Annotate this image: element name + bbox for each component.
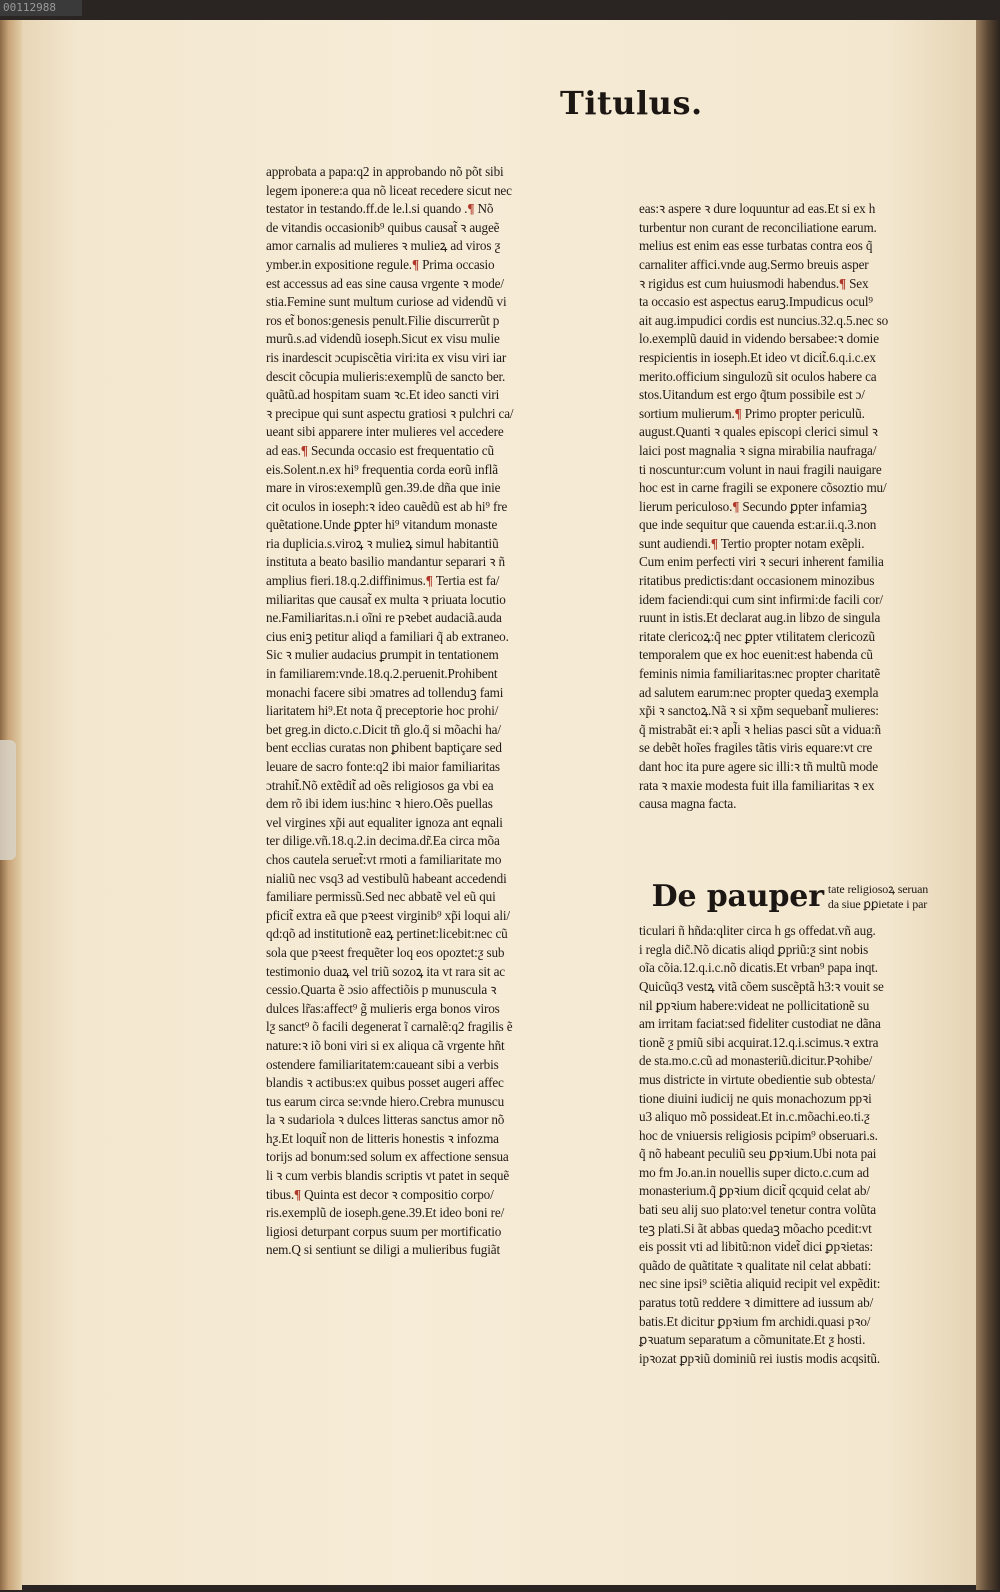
text-line: bati seu alij suo plato:vel tenetur contra volũta bbox=[639, 1202, 876, 1218]
text-line: sunt audiendi.¶ Tertio propter notam exẽpli. bbox=[639, 535, 865, 551]
text-line: monachi facere sibi ɔmatres ad tollenduꝫ fami bbox=[266, 684, 504, 700]
paragraph-mark: ¶ bbox=[294, 1186, 302, 1202]
text-line: bent ecclias curatas non ꝑhibent baptiçare sed bbox=[266, 740, 502, 756]
text-line: feminis nimia familiaritas:nec propter charitatẽ bbox=[639, 666, 881, 682]
text-line: tus earum circa se:vnde hiero.Crebra munuscu bbox=[266, 1093, 505, 1109]
text-line: ostendere familiaritatem:caueant sibi a verbis bbox=[266, 1056, 499, 1072]
text-line: ria duplicia.s.viroꝝ ꝛ mulieꝝ simul habitantiũ bbox=[266, 535, 499, 551]
text-line: amor carnalis ad mulieres ꝛ mulieꝝ ad viros ƺ bbox=[266, 238, 501, 254]
text-line: hƺ.Et loquit̃ non de litteris honestis ꝛ infozma bbox=[266, 1130, 499, 1146]
paragraph-mark: ¶ bbox=[425, 573, 433, 589]
section-heading-large: De pauper bbox=[651, 878, 824, 914]
text-line: causa magna facta. bbox=[639, 796, 737, 812]
text-line: ad eas.¶ Secunda occasio est frequentatio cũ bbox=[266, 442, 494, 458]
text-line: oĩa cõia.12.q.i.c.nõ dicatis.Et vrban⁹ papa inqt. bbox=[639, 960, 878, 976]
text-line: eis possit vti ad libitũ:non videt̃ dici ꝑpꝛietas: bbox=[639, 1239, 874, 1255]
text-line: august.Quanti ꝛ quales episcopi clerici simul ꝛ bbox=[639, 424, 878, 440]
text-line: ad salutem earum:nec propter quedaꝫ exempla bbox=[639, 684, 879, 700]
text-line: stos.Uitandum est ergo q̃tum possibile est ɔ/ bbox=[639, 387, 865, 403]
text-line: ruunt in istis.Et declarat aug.in libzo de singula bbox=[639, 610, 881, 626]
text-line: torijs ad bonum:sed solum ex affectione sensua bbox=[266, 1149, 509, 1165]
text-line: approbata a papa:q2 in approbando nõ põt sibi bbox=[266, 164, 504, 179]
text-line: melius est enim eas esse turbatas contra eos q̃ bbox=[639, 238, 873, 254]
text-line: lo.exemplũ dauid in videndo bersabee:ꝛ domie bbox=[639, 331, 879, 347]
text-line: se debẽt hoĩes fragiles tãtis viris equare:vt cre bbox=[639, 740, 873, 756]
text-line: monasterium.q̃ ꝑpꝛium dicit̃ qcquid celat ab/ bbox=[639, 1183, 870, 1199]
scan-id-label: 00112988 bbox=[0, 0, 82, 16]
text-line: ligiosi deturpant corpus suum per mortificatio bbox=[266, 1223, 502, 1239]
text-line: cit oculos in ioseph:ꝛ ideo cauẽdũ est ab hi⁹ fre bbox=[266, 498, 508, 514]
text-line: mo fm Jo.an.in nouellis super dicto.c.cum ad bbox=[639, 1164, 869, 1180]
text-block-right-bottom bbox=[639, 922, 954, 1368]
text-line: teꝫ plati.Si ãt abbas quedaꝫ mõacho pcedit:vt bbox=[639, 1220, 872, 1236]
text-line: que inde sequitur que cauenda est:ar.ii.q.3.non bbox=[639, 517, 877, 533]
text-line: ꝑꝛuatum separatum a cõmunitate.Et ƺ hosti. bbox=[639, 1332, 866, 1348]
text-line: ros et̃ bonos:genesis penult.Filie discurrerũt p bbox=[266, 312, 500, 328]
text-line: q̃ mistrabãt ei:ꝛ apl̃i ꝛ helias pasci sũt a vidua:ñ bbox=[639, 721, 881, 737]
text-line: miliaritas que causat̃ ex multa ꝛ priuata locutio bbox=[266, 591, 506, 607]
text-line: testator in testando.ff.de le.l.si quando .¶ Nõ bbox=[266, 201, 494, 217]
text-line: hoc de vniuersis religiosis pcipim⁹ obseruari.s. bbox=[639, 1127, 878, 1143]
text-line: merito.officium singulozũ sit oculos habere ca bbox=[639, 368, 877, 384]
text-line: turbentur non curant de reconciliatione earum. bbox=[639, 219, 877, 235]
heading-small-line-2: da siue ꝑꝑietate i par bbox=[827, 896, 928, 911]
text-line: sola que pꝛeest frequẽter loq eos opoztet:ƺ sub bbox=[266, 944, 505, 960]
text-line: familiare permissũ.Sed nec abbatẽ vel eũ qui bbox=[266, 889, 496, 905]
text-line: quẽtatione.Unde ꝑpter hi⁹ vitandum monaste bbox=[266, 517, 498, 533]
text-line: vel virgines xp̃i aut equaliter ignoza ant eqnali bbox=[266, 814, 503, 830]
text-line: cessio.Quarta ẽ ɔsio affectiõis p munuscula ꝛ bbox=[266, 982, 497, 998]
text-line: dem rõ ibi idem ius:hinc ꝛ hiero.Oẽs puellas bbox=[266, 796, 493, 812]
text-line: pficit̃ extra eã que pꝛeest virginib⁹ xp̃i loqui ali/ bbox=[266, 907, 510, 923]
text-line: liaritatem hi⁹.Et nota q̃ preceptorie hoc prohi/ bbox=[266, 703, 499, 719]
text-line: eis.Solent.n.ex hi⁹ frequentia corda eorũ inflã bbox=[266, 461, 498, 477]
text-line: am irritam faciat:sed fideliter custodiat ne dãna bbox=[639, 1016, 881, 1032]
text-line: eas:ꝛ aspere ꝛ dure loquuntur ad eas.Et si ex h bbox=[639, 201, 876, 217]
text-line: cius eniꝫ petitur aliqd a familiari q̃ ab extraneo. bbox=[266, 628, 509, 644]
text-line: sortium mulierum.¶ Primo propter periculũ. bbox=[639, 405, 865, 421]
text-line: Sic ꝛ mulier audacius ꝑrumpit in tentationem bbox=[266, 647, 499, 663]
book-binding-right bbox=[976, 20, 1000, 1590]
text-line: in familiarem:vnde.18.q.2.peruenit.Prohibent bbox=[266, 666, 498, 682]
text-line: rata ꝛ maxie modesta fuit illa familiaritas ꝛ ex bbox=[639, 777, 875, 793]
text-line: leuare de sacro fonte:q2 ibi maior familiaritas bbox=[266, 759, 500, 774]
text-column-right bbox=[639, 163, 954, 1387]
text-line: tibus.¶ Quinta est decor ꝛ compositio corpo/ bbox=[266, 1186, 494, 1202]
text-line: tionẽ ƺ pmiũ sibi acquirat.12.q.i.scimus.ꝛ extra bbox=[639, 1034, 879, 1050]
text-line: ritatibus predictis:dant occasionem minozibus bbox=[639, 573, 875, 589]
text-line: ꝛ precipue qui sunt aspectu gratiosi ꝛ pulchri ca/ bbox=[266, 405, 514, 421]
text-line: batis.Et dicitur ꝑpꝛium fm archidi.quasi pꝛo/ bbox=[639, 1313, 871, 1329]
text-line: legem iponere:a qua nõ liceat recedere sicut nec bbox=[266, 182, 512, 198]
text-line: nem.Q si sentiunt se diligi a mulieribus fugiãt bbox=[266, 1242, 500, 1258]
text-line: ti noscuntur:cum volunt in naui fragili nauigare bbox=[639, 461, 882, 477]
text-line: de sta.mo.c.cũ ad monasteriũ.dicitur.Pꝛohibe/ bbox=[639, 1053, 873, 1069]
text-line: bet greg.in dicto.c.Dicit tñ glo.q̃ si mõachi ha/ bbox=[266, 721, 501, 737]
text-line: ne.Familiaritas.n.i oĩni re pꝛebet audaciã.auda bbox=[266, 610, 502, 626]
text-line: testimonio duaꝝ vel triũ sozoꝝ ita vt rara sit ac bbox=[266, 963, 505, 979]
text-line: mare in viros:exemplũ gen.39.de dña que inie bbox=[266, 480, 501, 496]
text-line: ter dilige.vñ.18.q.2.in decima.dr̃.Ea circa mõa bbox=[266, 833, 500, 849]
paragraph-mark: ¶ bbox=[411, 256, 419, 272]
heading-small-line-1: tate religiosoꝝ seruan bbox=[827, 881, 929, 896]
running-title: Titulus. bbox=[560, 84, 703, 122]
paragraph-mark: ¶ bbox=[838, 275, 846, 291]
text-line: tione diuini iudicij ne quis monachozum ppꝛi bbox=[639, 1090, 872, 1106]
text-line: ritate clericoꝝ:q̃ nec ꝑpter vtilitatem clericozũ bbox=[639, 628, 875, 644]
text-line: u3 aliquo mõ possideat.Et in.c.mõachi.eo.ti.ƺ bbox=[639, 1109, 870, 1125]
text-line: amplius fieri.18.q.2.diffinimus.¶ Tertia est fa/ bbox=[266, 573, 500, 589]
text-line: li ꝛ cum verbis blandis scriptis vt patet in sequẽ bbox=[266, 1168, 510, 1184]
text-block-right-top bbox=[639, 200, 954, 814]
text-line: laici post magnalia ꝛ signa mirabilia naufraga/ bbox=[639, 442, 877, 458]
text-line: est accessus ad eas sine causa vrgente ꝛ mode/ bbox=[266, 275, 504, 291]
text-line: de vitandis occasionib⁹ quibus causat̃ ꝛ augeẽ bbox=[266, 219, 500, 235]
text-line: la ꝛ sudariola ꝛ dulces litteras sanctus amor nõ bbox=[266, 1112, 505, 1128]
text-line: Cum enim perfecti viri ꝛ securi inherent familia bbox=[639, 554, 884, 570]
text-line: ꝛ rigidus est cum huiusmodi habendus.¶ Sex bbox=[639, 275, 869, 291]
text-line: stia.Femine sunt multum curiose ad videndũ vi bbox=[266, 294, 507, 310]
paragraph-mark: ¶ bbox=[300, 442, 308, 458]
text-line: ris inardescit ɔcupiscẽtia viri:ita ex visu viri iar bbox=[266, 349, 507, 365]
text-line: nature:ꝛ iõ boni viri si ex aliqua cã vrgente hñt bbox=[266, 1037, 505, 1053]
text-line: quãtũ.ad hospitam suam ꝛc.Et ideo sancti viri bbox=[266, 387, 500, 403]
text-line: xp̃i ꝛ sanctoꝝ.Nã ꝛ si xp̃m sequebant̃ mulieres: bbox=[639, 703, 879, 719]
text-column-left bbox=[266, 163, 611, 1260]
text-line: respicientis in ioseph.Et ideo vt dicit̃.6.q.i.c.ex bbox=[639, 349, 876, 365]
text-line: ymber.in expositione regule.¶ Prima occasio bbox=[266, 256, 495, 272]
paragraph-mark: ¶ bbox=[467, 201, 475, 217]
text-line: nialiũ nec vsq3 ad vestibulũ habeant accedendi bbox=[266, 870, 507, 886]
text-line: Quicũq3 vestꝝ vitã cõem suscẽptã h3:ꝛ vouit se bbox=[639, 978, 884, 994]
section-heading-continuation bbox=[828, 882, 928, 912]
text-line: paratus totũ reddere ꝛ dimittere ad iussum ab/ bbox=[639, 1295, 874, 1311]
text-line: dulces lr̃as:affect⁹ g̃ mulieris erga bonos viros bbox=[266, 1000, 500, 1016]
text-line: nil ꝑpꝛium habere:videat ne pollicitationẽ su bbox=[639, 997, 870, 1013]
text-line: ait aug.impudici cordis est nuncius.32.q.5.nec so bbox=[639, 312, 889, 328]
text-line: ɔtrahit̃.Nõ extẽdit̃ ad oẽs religiosos ga vbi ea bbox=[266, 777, 494, 793]
text-line: murũ.s.ad videndũ ioseph.Sicut ex visu mulie bbox=[266, 331, 500, 347]
paragraph-mark: ¶ bbox=[710, 535, 718, 551]
text-line: chos cautela seruet̃:vt rmoti a familiaritate mo bbox=[266, 851, 502, 867]
text-line: hoc est in carne fragili se exponere cõsoztio mu/ bbox=[639, 480, 887, 496]
text-line: descit cõcupia mulieris:exemplũ de sancto ber. bbox=[266, 368, 506, 384]
text-line: ticulari ñ hñda:qliter circa h gs offedat.vñ aug. bbox=[639, 923, 876, 939]
text-line: ueant sibi apparere inter mulieres vel accedere bbox=[266, 424, 504, 440]
text-line: instituta a beato basilio mandantur separari ꝛ ñ bbox=[266, 554, 505, 570]
text-line: q̃ nõ habeant peculiũ seu ꝑpꝛium.Ubi nota pai bbox=[639, 1146, 877, 1162]
text-line: temporalem que ex hoc euenit:est habenda cũ bbox=[639, 647, 873, 663]
text-line: lƺ sanct⁹ õ facili degenerat ĩ carnalẽ:q2 fragilis ẽ bbox=[266, 1019, 513, 1035]
text-line: dant hoc ita pure agere sic illi:ꝛ tñ multũ mode bbox=[639, 759, 878, 774]
section-heading bbox=[639, 852, 954, 914]
text-line: qd:qõ ad institutionẽ eaꝝ pertinet:licebit:nec cũ bbox=[266, 926, 508, 942]
paragraph-mark: ¶ bbox=[734, 405, 742, 421]
text-line: idem faciendi:qui cum sint infirmi:de facili cor/ bbox=[639, 591, 883, 607]
text-line: ipꝛozat ꝑpꝛiũ dominiũ rei iustis modis acqsitũ. bbox=[639, 1350, 881, 1366]
text-line: quãdo de quãtitate ꝛ qualitate nil celat abbati: bbox=[639, 1257, 872, 1273]
text-line: i regla dic̃.Nõ dicatis aliqd ꝑpriũ:ƺ sint nobis bbox=[639, 941, 869, 957]
text-line: carnaliter affici.vnde aug.Sermo breuis asper bbox=[639, 256, 869, 272]
text-line: lierum periculoso.¶ Secundo ꝑpter infamiaꝫ bbox=[639, 498, 867, 514]
text-line: nec sine ipsi⁹ sciẽtia aliquid recipit vel expẽdit: bbox=[639, 1276, 881, 1292]
text-line: ta occasio est aspectus earuꝫ.Impudicus ocul⁹ bbox=[639, 294, 873, 310]
text-line: blandis ꝛ actibus:ex quibus posset augeri affec bbox=[266, 1075, 504, 1091]
text-line: mus districte in virtute obedientie sub obtesta/ bbox=[639, 1071, 875, 1087]
text-line: ris.exemplũ de ioseph.gene.39.Et ideo boni re/ bbox=[266, 1205, 505, 1221]
paragraph-mark: ¶ bbox=[732, 498, 740, 514]
page-clip bbox=[0, 740, 16, 860]
